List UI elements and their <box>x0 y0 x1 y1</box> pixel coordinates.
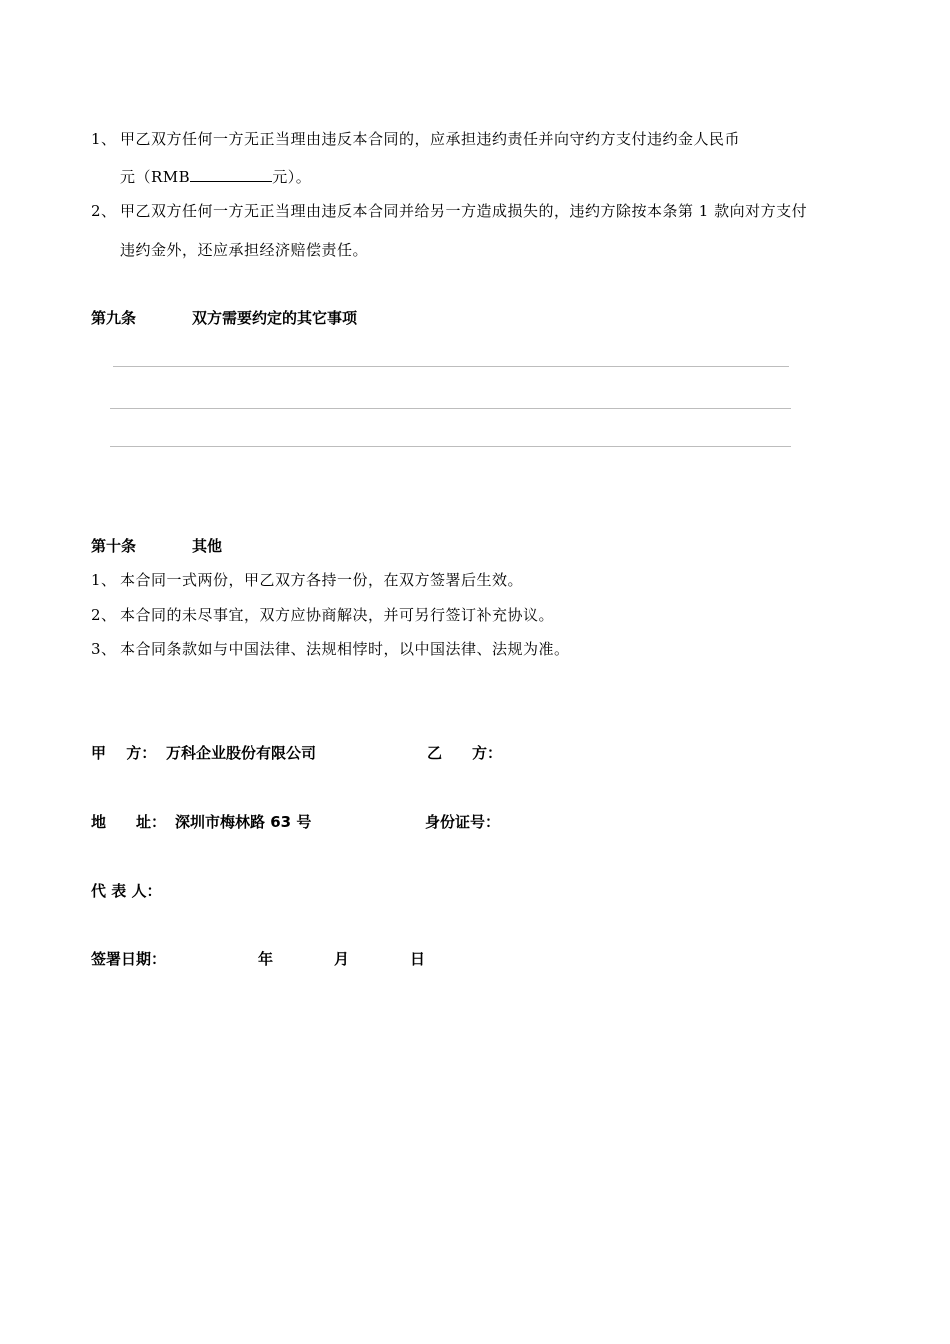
clause8-item2-number: 2、 <box>91 202 117 220</box>
representative-label: 代 表 人： <box>91 882 162 900</box>
clause10-item-text: 本合同的未尽事宜，双方应协商解决，并可另行签订补充协议。 <box>120 606 555 624</box>
clause9-number: 第九条 <box>91 309 137 327</box>
clause10-item-text: 本合同条款如与中国法律、法规相悖时，以中国法律、法规为准。 <box>120 640 570 658</box>
fill-in-line-1[interactable] <box>113 366 789 367</box>
clause8-item1-number: 1、 <box>91 130 117 148</box>
clause10-title: 其他 <box>192 537 223 555</box>
clause10-number: 第十条 <box>91 537 137 555</box>
party-a-value: 万科企业股份有限公司 <box>166 744 317 762</box>
rmb-prefix: 元（RMB <box>120 168 191 186</box>
clause9-title: 双方需要约定的其它事项 <box>192 309 358 327</box>
clause10-item-number: 2、 <box>91 606 117 624</box>
clause8-item2-line2: 违约金外，还应承担经济赔偿责任。 <box>120 241 369 259</box>
sign-date-label: 签署日期： <box>91 950 167 968</box>
party-a-label: 甲 方： <box>91 744 157 762</box>
party-b-label: 乙 方： <box>427 744 503 762</box>
clause10-item-number: 3、 <box>91 640 117 658</box>
id-number-label: 身份证号： <box>425 813 501 831</box>
address-value: 深圳市梅林路 63 号 <box>175 813 312 831</box>
date-year: 年 <box>258 950 274 968</box>
fill-in-line-3[interactable] <box>110 446 791 447</box>
clause8-item1-line1: 甲乙双方任何一方无正当理由违反本合同的，应承担违约责任并向守约方支付违约金人民币 <box>120 130 741 148</box>
fill-in-line-2[interactable] <box>110 408 791 409</box>
clause8-item2-line1: 甲乙双方任何一方无正当理由违反本合同并给另一方造成损失的，违约方除按本条第 1 款向对方支付 <box>120 202 808 220</box>
clause10-item-text: 本合同一式两份，甲乙双方各持一份，在双方签署后生效。 <box>120 571 524 589</box>
date-month: 月 <box>334 950 350 968</box>
rmb-suffix: 元）。 <box>272 168 312 186</box>
address-label: 地 址： <box>91 813 167 831</box>
date-day: 日 <box>410 950 426 968</box>
rmb-amount-blank[interactable] <box>190 167 272 182</box>
clause8-item1-line2 <box>120 166 311 187</box>
clause10-item-number: 1、 <box>91 571 117 589</box>
